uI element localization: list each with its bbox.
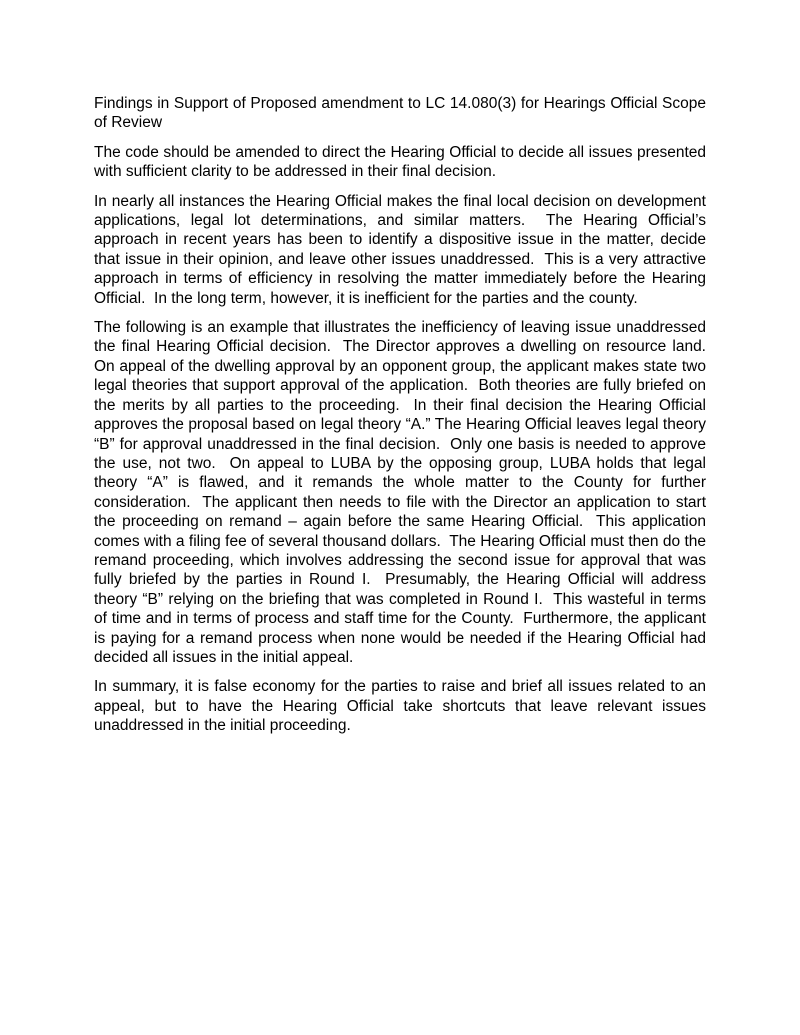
document-title: Findings in Support of Proposed amendment to LC 14.080(3) for Hearings Official Scope of Review [94, 95, 711, 132]
paragraph: In summary, it is false economy for the parties to raise and brief all issues related to an appeal, but to have the Hearing Official take shortcuts that leave relevant issues unaddressed in the initial proceeding. [94, 678, 711, 735]
paragraph: In nearly all instances the Hearing Official makes the final local decision on development applications, legal lot determinations, and similar matters. The Hearing Official’s approach in recent years has been to identify a dispositive issue in the matter, decide that issue in their opinion, and leave other issues unaddressed. This is a very attractive approach in terms of efficiency in resolving the matter immediately before the Hearing Official. In the long term, however, it is inefficient for the parties and the county. [94, 192, 711, 307]
document-content [94, 94, 715, 746]
paragraph: The following is an example that illustrates the inefficiency of leaving issue unaddressed the final Hearing Official decision. The Director approves a dwelling on resource land. On appeal of the dwelling approval by an opponent group, the applicant makes state two legal theories that support approval of the application. Both theories are fully briefed on the merits by all parties to the proceeding. In their final decision the Hearing Official approves the proposal based on legal theory “A.” The Hearing Official leaves legal theory “B” for approval unaddressed in the final decision. Only one basis is needed to approve the use, not two. On appeal to LUBA by the opposing group, LUBA holds that legal theory “A” is flawed, and it remands the whole matter to the County for further consideration. The applicant then needs to file with the Director an application to start the proceeding on remand – again before the same Hearing Official. This application comes with a filing fee of several thousand dollars. The Hearing Official must then do the remand proceeding, which involves addressing the second issue for approval that was fully briefed by the parties in Round I. Presumably, the Hearing Official will address theory “B” relying on the briefing that was completed in Round I. This wasteful in terms of time and in terms of process and staff time for the County. Furthermore, the applicant is paying for a remand process when none would be needed if the Hearing Official had decided all issues in the initial appeal. [94, 319, 715, 666]
paragraph: The code should be amended to direct the Hearing Official to decide all issues presented with sufficient clarity to be addressed in their final decision. [94, 143, 711, 181]
